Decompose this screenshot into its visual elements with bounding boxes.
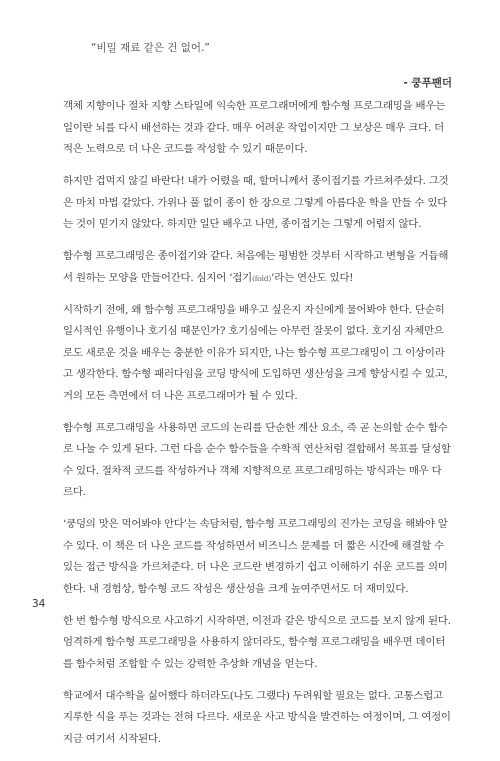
paragraph-8: 학교에서 대수학을 싫어했다 하더라도(나도 그랬다) 두려워할 필요는 없다. 고통스럽고 지루한 식을 푸는 것과는 전혀 다르다. 새로운 사고 방식을 발견하는 여정이며, 그 여정이 지금 여기서 시작된다. bbox=[63, 689, 451, 745]
epigraph-attribution: - 쿵푸팬더 bbox=[403, 77, 452, 89]
paragraph-3-after: ’라는 연산도 있다! bbox=[271, 271, 354, 284]
paragraph-7: 한 번 함수형 방식으로 사고하기 시작하면, 이전과 같은 방식으로 코드를 보지 않게 된다. 엄격하게 함수형 프로그래밍을 사용하지 않더라도, 함수형 프로그래밍을 배우면 데이터를 함수처럼 조합할 수 있는 강력한 추상화 개념을 얻는다. bbox=[63, 614, 451, 670]
paragraph-5: 함수형 프로그래밍을 사용하면 코드의 논리를 단순한 계산 요소, 즉 곧 논의할 순수 함수로 나눌 수 있게 된다. 그런 다음 순수 함수들을 수학적 연산처럼 결합해서 목표를 달성할 수 있다. 절차적 코드를 작성하거나 객체 지향적으로 프로그래밍하는 방식과는 매우 다르다. bbox=[63, 421, 451, 498]
paragraph-6: ‘쿵덩의 맛은 먹어봐야 안다’는 속담처럼, 함수형 프로그래밍의 진가는 코딩을 해봐야 알 수 있다. 이 책은 더 나은 코드를 작성하면서 비즈니스 문제를 더 짧은 시간에 해결할 수 있는 접근 방식을 가르쳐준다. 더 나은 코드란 변경하기 쉽고 이해하기 쉬운 코드를 의미한다. 내 경험상, 함수형 코드 작성은 생산성을 크게 높여주면서도 더 재미있다. bbox=[63, 518, 448, 595]
body-text bbox=[63, 96, 451, 761]
page-number: 34 bbox=[32, 598, 46, 610]
paragraph-3-before: 함수형 프로그래밍은 종이접기와 같다. 처음에는 평범한 것부터 시작하고 변형을 거듭해서 원하는 모양을 만들어간다. 심지어 ‘접기 bbox=[63, 250, 449, 284]
paragraph-3 bbox=[63, 246, 451, 289]
paragraph-4: 시작하기 전에, 왜 함수형 프로그래밍을 배우고 싶은지 자신에게 물어봐야 한다. 단순히 일시적인 유행이나 호기심 때문인가? 호기심에는 아무런 잘못이 없다. 호기심 자체만으로도 새로운 것을 배우는 충분한 이유가 되지만, 나는 함수형 프로그래밍이 그 이상이라고 생각한다. 함수형 패러다임을 코딩 방식에 도입하면 생산성을 크게 향상시킬 수 있고, 거의 모든 측면에서 더 나은 프로그래머가 될 수 있다. bbox=[63, 303, 448, 402]
paragraph-1: 객체 지향이나 절차 지향 스타일에 익숙한 프로그래머에게 함수형 프로그래밍을 배우는 일이란 뇌를 다시 배선하는 것과 같다. 매우 어려운 작업이지만 그 보상은 매우 크다. 더 적은 노력으로 더 나은 코드를 작성할 수 있기 때문이다. bbox=[63, 100, 446, 155]
epigraph-quote: “비밀 재료 같은 건 없어.” bbox=[91, 42, 210, 54]
paragraph-2: 하지만 겁먹지 않길 바란다! 내가 어렸을 때, 할머니께서 종이접기를 가르쳐주셨다. 그것은 마치 마법 같았다. 가위나 풀 없이 종이 한 장으로 그렇게 아름다운 학을 만들 수 있다는 것이 믿기지 않았다. 하지만 일단 배우고 나면, 종이접기는 그렇게 어렵지 않다. bbox=[63, 175, 449, 230]
paragraph-3-fold-term: (fold) bbox=[251, 273, 272, 283]
